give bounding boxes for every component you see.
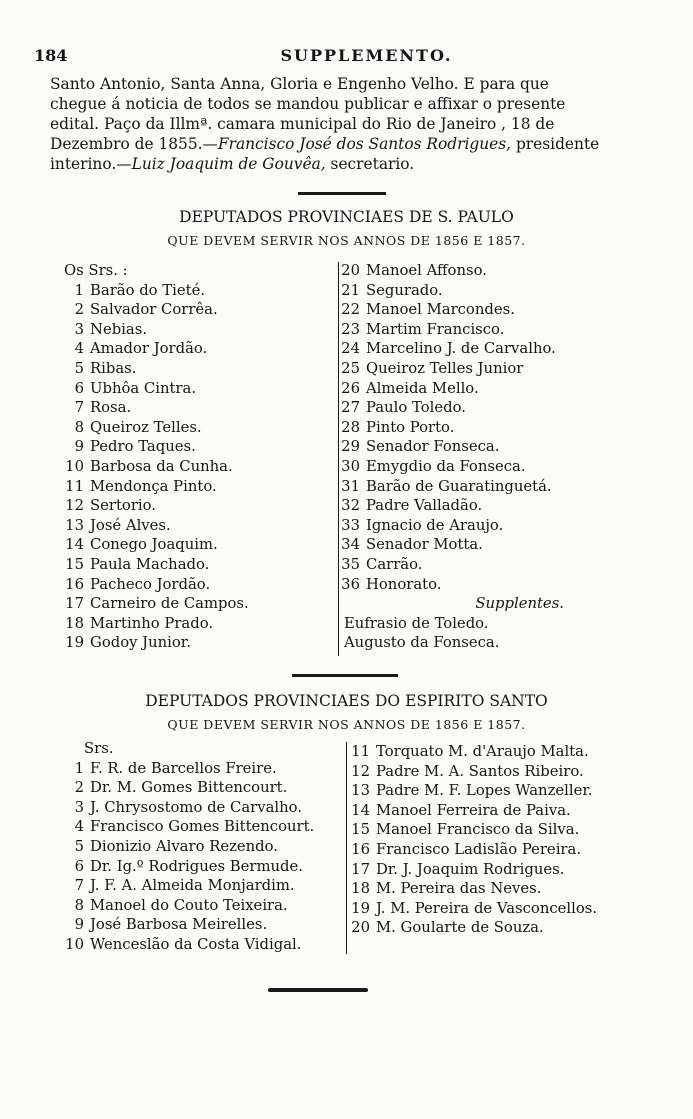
list-item: 3 Nebias. [74,320,148,338]
list-item: 10 Wenceslão da Costa Vidigal. [65,935,302,953]
list-item: 1 Barão do Tieté. [74,281,206,299]
list-item: 5 Dionizio Alvaro Rezendo. [74,837,278,855]
section-divider [292,674,398,677]
list-item: 21 Segurado. [341,281,443,299]
list-item: 1 F. R. de Barcellos Freire. [74,759,277,777]
list-header: Srs. [84,740,114,757]
list-item: 6 Dr. Ig.º Rodrigues Bermude. [74,857,303,875]
list-item: 33 Ignacio de Araujo. [341,516,504,534]
list-item: 3 J. Chrysostomo de Carvalho. [74,798,303,816]
signatory-president: Francisco José dos Santos Rodrigues, [217,135,512,153]
list-item: 27 Paulo Toledo. [341,399,466,417]
sp-section-title: DEPUTADOS PROVINCIAES DE S. PAULO [179,208,514,226]
page-number: 184 [34,46,68,65]
es-left-column [58,740,348,956]
list-item: 14 Conego Joaquim. [65,536,218,554]
list-item: 11 Mendonça Pinto. [65,477,217,495]
list-item: 20 M. Goularte de Souza. [351,919,544,937]
list-item: 22 Manoel Marcondes. [341,301,515,319]
list-item: 19 J. M. Pereira de Vasconcellos. [351,899,598,917]
list-item: 14 Manoel Ferreira de Paiva. [351,801,571,819]
list-item: 28 Pinto Porto. [341,418,455,436]
list-item: 20 Manoel Affonso. [341,262,487,279]
supplentes-label: Supplentes. [475,595,564,613]
list-item: 35 Carrão. [341,555,423,573]
intro-line: Santo Antonio, Santa Anna, Gloria e Engenho Velho. E para que [50,75,549,93]
list-item: 29 Senador Fonseca. [341,438,500,456]
list-item: 17 Dr. J. Joaquim Rodrigues. [351,860,565,878]
list-item: 13 Padre M. F. Lopes Wanzeller. [351,782,593,800]
list-item: 19 Godoy Junior. [65,634,191,652]
list-item: 32 Padre Valladão. [341,497,483,515]
list-item: 18 M. Pereira das Neves. [351,880,542,898]
list-item: 9 José Barbosa Meirelles. [74,916,268,934]
running-title: SUPPLEMENTO. [280,46,453,65]
list-item: 2 Salvador Corrêa. [74,301,218,319]
supplente-item: Augusto da Fonseca. [344,634,500,652]
list-item: 8 Manoel do Couto Teixeira. [74,896,288,914]
list-item: 2 Dr. M. Gomes Bittencourt. [74,779,288,797]
edital-paragraph [50,74,620,174]
intro-date: Dezembro de 1855.— [50,135,218,153]
intro-role: secretario. [325,155,415,173]
list-item: 34 Senador Motta. [341,536,483,554]
list-item: 5 Ribas. [74,359,137,377]
intro-interino: interino.— [50,155,132,173]
list-item: 15 Manoel Francisco da Silva. [351,821,580,839]
list-item: 12 Padre M. A. Santos Ribeiro. [351,762,584,780]
list-item: 25 Queiroz Telles Junior [341,359,524,377]
es-section-title: DEPUTADOS PROVINCIAES DO ESPIRITO SANTO [145,692,548,710]
signatory-secretary: Luiz Joaquim de Gouvêa, [131,155,326,173]
list-item: 36 Honorato. [341,575,442,593]
list-item: 16 Francisco Ladislão Pereira. [351,840,582,858]
es-right-column [328,743,648,939]
list-item: 4 Amador Jordão. [74,340,208,358]
list-item: 13 José Alves. [65,516,171,534]
list-item: 4 Francisco Gomes Bittencourt. [74,818,315,836]
list-header: Os Srs. : [64,262,128,279]
intro-role: presidente [511,135,600,153]
intro-line [50,134,620,154]
intro-line: chegue á noticia de todos se mandou publicar e affixar o presente [50,95,566,113]
sp-right-column [334,262,594,654]
intro-line: edital. Paço da Illmª. camara municipal do Rio de Janeiro , 18 de [50,115,555,133]
sp-section-subtitle: QUE DEVEM SERVIR NOS ANNOS DE 1856 E 1857. [167,233,526,248]
list-item: 8 Queiroz Telles. [74,418,202,436]
list-item: 24 Marcelino J. de Carvalho. [341,340,556,358]
list-item: 30 Emygdio da Fonseca. [341,457,526,475]
page-header [0,44,693,70]
list-item: 26 Almeida Mello. [341,379,479,397]
list-item: 23 Martim Francisco. [341,320,505,338]
list-item: 9 Pedro Taques. [74,438,196,456]
closing-ornament [268,988,368,992]
list-item: 6 Ubhôa Cintra. [74,379,197,397]
list-item: 7 J. F. A. Almeida Monjardim. [74,877,295,895]
supplente-item: Eufrasio de Toledo. [344,614,489,632]
list-item: 17 Carneiro de Campos. [65,595,249,613]
es-section-subtitle: QUE DEVEM SERVIR NOS ANNOS DE 1856 E 1857. [167,717,526,732]
sp-left-column [58,262,338,654]
list-item: 7 Rosa. [74,399,132,417]
section-divider [298,192,386,195]
list-item: 16 Pacheco Jordão. [65,575,211,593]
list-item: 18 Martinho Prado. [65,614,214,632]
list-item: 11 Torquato M. d'Araujo Malta. [351,743,589,760]
list-item: 12 Sertorio. [65,497,156,515]
list-item: 15 Paula Machado. [65,555,210,573]
list-item: 10 Barbosa da Cunha. [65,457,233,475]
list-item: 31 Barão de Guaratinguetá. [341,477,552,495]
intro-line [50,154,620,174]
